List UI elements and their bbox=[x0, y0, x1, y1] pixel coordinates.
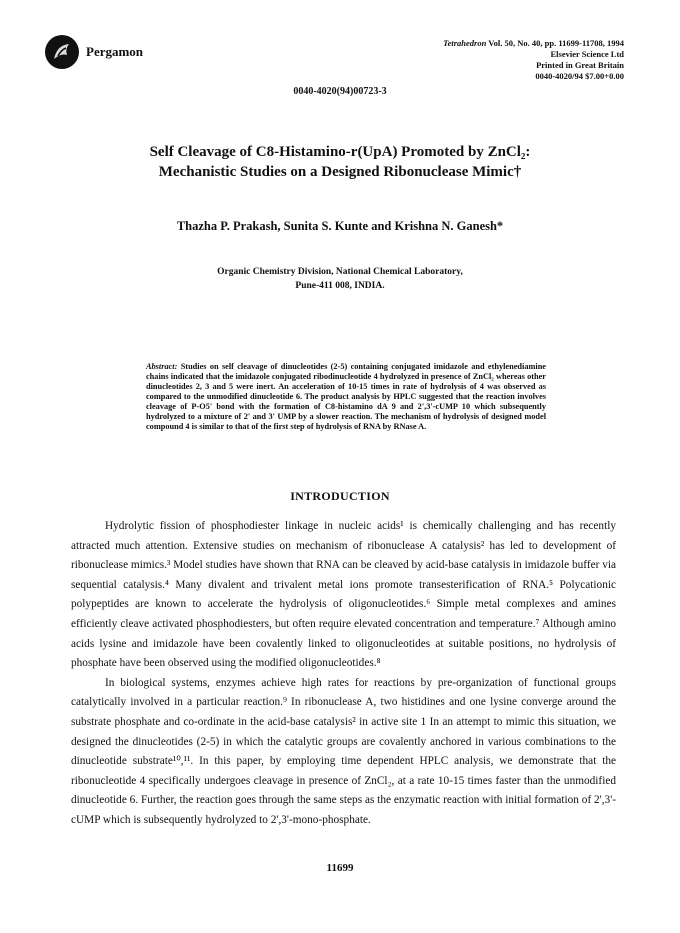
journal-citation: Vol. 50, No. 40, pp. 11699-11708, 1994 bbox=[486, 38, 624, 48]
page-number: 11699 bbox=[326, 862, 354, 874]
journal-name: Tetrahedron bbox=[443, 38, 487, 48]
section-title: INTRODUCTION bbox=[290, 489, 390, 503]
title-line-2: Mechanistic Studies on a Designed Ribonuclease Mimic† bbox=[158, 164, 522, 180]
authors: Thazha P. Prakash, Sunita S. Kunte and Krishna N. Ganesh* bbox=[176, 219, 504, 233]
doi: 0040-4020(94)00723-3 bbox=[293, 86, 387, 97]
affiliation-line-2: Pune-411 008, INDIA. bbox=[295, 281, 385, 291]
journal-header bbox=[443, 38, 624, 82]
title-line-1: Self Cleavage of C8-Histamino-r(UpA) Promoted by ZnCl₂: bbox=[149, 144, 531, 160]
publisher-name: Pergamon bbox=[86, 44, 144, 59]
printed-line: Printed in Great Britain bbox=[536, 60, 624, 70]
abstract bbox=[146, 362, 546, 432]
paper-title bbox=[100, 142, 580, 182]
body-text bbox=[71, 517, 616, 831]
abstract-text: Studies on self cleavage of dinucleotides (2-5) containing conjugated imidazole and ethylenediamine chains indicated that the imidazole conjugated ribodinucleotide 4 hydrolyzed in presence of ZnCl₂ whereas other dinucleotides 2, 3 and 5 were inert. An acceleration of 10-15 times in rate of hydrolysis of 4 was observed as compared to the unmodified dinucleotide 6. The product analysis by HPLC suggested that the reaction involves cleavage of P-O5' bond with the formation of C8-histamino dA 9 and 2',3'-cUMP 10 which subsequently hydrolyzed to a mixture of 2' and 3' UMP by a slower reaction. The mechanism of hydrolysis of designed model compound 4 is similar to that of the first step of hydrolysis of RNA by RNase A. bbox=[146, 362, 546, 431]
paragraph: Hydrolytic fission of phosphodiester linkage in nucleic acids¹ is chemically challenging and has recently attracted much attention. Extensive studies on mechanism of ribonuclease A catalysis² has led to development of ribonuclease mimics.³ Model studies have shown that RNA can be cleaved by acid-base catalysis in imidazole buffer via sequential catalysis.⁴ Many divalent and trivalent metal ions promote transesterification of RNA.⁵ Polycationic polypeptides are known to accelerate the hydrolysis of oligonucleotides.⁶ Simple metal complexes and amines efficiently cleave activated phosphodiesters, but often require elevated concentration and temperature.⁷ Although amino acids lysine and imidazole have been covalently linked to oligonucleotides at suitable positions, no hydrolysis of phosphate have been observed using the modified oligonucleotides.⁸ bbox=[71, 520, 616, 670]
affiliation-line-1: Organic Chemistry Division, National Chemical Laboratory, bbox=[217, 267, 463, 277]
price-line: 0040-4020/94 $7.00+0.00 bbox=[535, 71, 624, 81]
pergamon-logo bbox=[45, 35, 79, 69]
affiliation bbox=[0, 265, 680, 293]
abstract-label: Abstract: bbox=[146, 362, 178, 371]
paragraph: In biological systems, enzymes achieve high rates for reactions by pre-organization of functional groups catalytically involved in a particular reaction.⁹ In ribonuclease A, two histidines and one lysine converge around the substrate phosphate and co-ordinate in the acid-base catalysis² in active site 1 In an attempt to mimic this situation, we designed the dinucleotides (2-5) in which the catalytic groups are covalently anchored in various combinations to the dinucleotide substrate¹⁰,¹¹. In this paper, by employing time dependent HPLC analysis, we demonstrate that the ribonucleotide 4 specifically undergoes cleavage in presence of ZnCl₂, at a rate 10-15 times faster than the unmodified dinucleotide 6. Further, the reaction goes through the same steps as the enzymatic reaction with initial formation of 2',3'-cUMP which is subsequently hydrolyzed to 2',3'-mono-phosphate. bbox=[71, 676, 616, 826]
publisher-line: Elsevier Science Ltd bbox=[550, 49, 624, 59]
